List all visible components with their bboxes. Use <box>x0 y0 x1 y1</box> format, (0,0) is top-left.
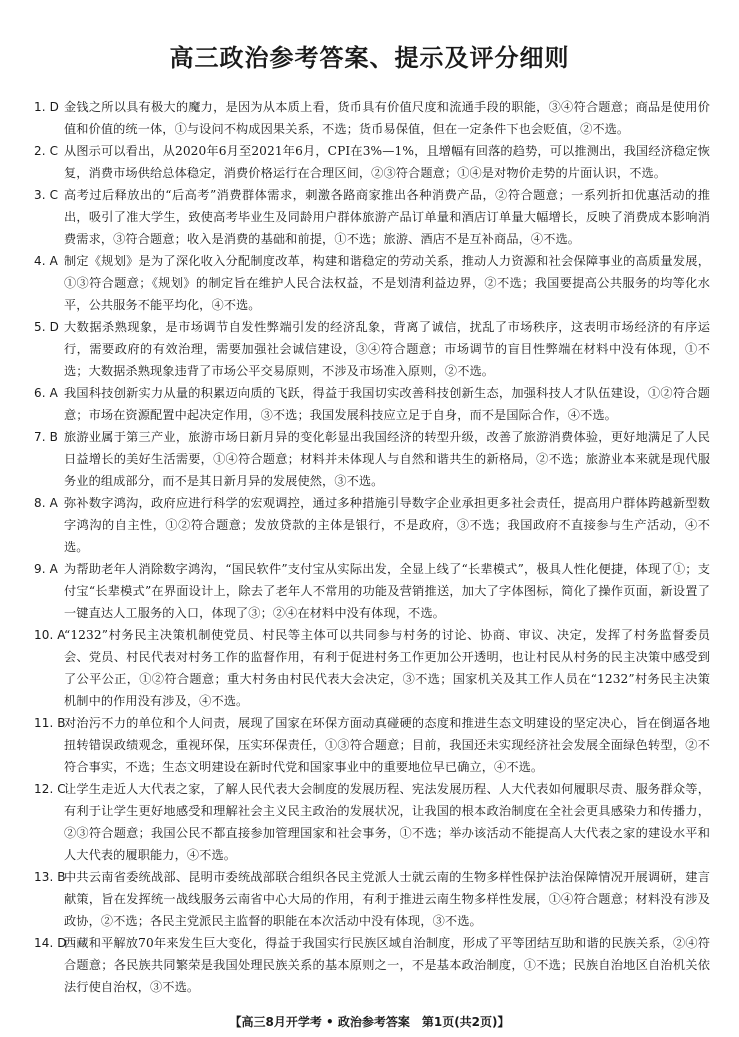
answer-text: 为帮助老年人消除数字鸿沟，“国民软件”支付宝从实际出发，全显上线了“长辈模式”，极具人性化便捷，体现了①；支付宝“长辈模式”在界面设计上，除去了老年人不常用的功能及营销推送，加大了字体图标，简化了操作页面，新设置了一键直达人工服务的入口，体现了③；②④在材料中没有体现，不选。 <box>64 562 710 620</box>
answer-item <box>34 184 710 250</box>
answer-text: 弥补数字鸿沟，政府应进行科学的宏观调控，通过多种措施引导数字企业承担更多社会责任，提高用户群体跨越新型数字鸿沟的自主性，①②符合题意；发放贷款的主体是银行，不是政府，③不选；我国政府不直接参与生产活动，④不选。 <box>64 496 710 554</box>
answer-text: 制定《规划》是为了深化收入分配制度改革，构建和谐稳定的劳动关系，推动人力资源和社会保障事业的高质量发展，①③符合题意；《规划》的制定旨在维护人民合法权益，不是划清利益边界，②不选；我国要提高公共服务的均等化水平，公共服务不能平均化，④不选。 <box>64 254 710 312</box>
answer-text: 对治污不力的单位和个人问责，展现了国家在环保方面动真碰硬的态度和推进生态文明建设的坚定决心，旨在倒逼各地扭转错误政绩观念，重视环保，压实环保责任，①③符合题意；目前，我国还未实现经济社会发展全面绿色转型，②不符合事实，不选；生态文明建设在新时代党和国家事业中的重要地位早已确立，④不选。 <box>64 716 710 774</box>
answer-text: 从图示可以看出，从2020年6月至2021年6月，CPI在3%—1%，且增幅有回落的趋势，可以推测出，我国经济稳定恢复，消费市场供给总体稳定，消费价格运行在合理区间，②③符合题意；①④是对物价走势的片面认识，不选。 <box>64 144 710 180</box>
answer-item <box>34 140 710 184</box>
answer-number: 4. A <box>34 254 58 268</box>
answer-item <box>34 712 710 778</box>
answer-number: 12. C <box>34 782 66 796</box>
answer-number: 10. A <box>34 628 66 642</box>
answer-text: 西藏和平解放70年来发生巨大变化，得益于我国实行民族区域自治制度，形成了平等团结互助和谐的民族关系，②④符合题意；各民族共同繁荣是我国处理民族关系的基本原则之一，不是基本政治制度，①不选；民族自治地区自治机关依法行使自治权，③不选。 <box>64 936 710 994</box>
answer-list <box>34 96 710 998</box>
answer-item <box>34 250 710 316</box>
answer-item <box>34 96 710 140</box>
answer-item <box>34 316 710 382</box>
answer-item <box>34 492 710 558</box>
answer-number: 9. A <box>34 562 58 576</box>
answer-number: 6. A <box>34 386 58 400</box>
page-title: 高三政治参考答案、提示及评分细则 <box>169 44 570 72</box>
answer-item <box>34 558 710 624</box>
answer-number: 1. D <box>34 100 59 114</box>
answer-number: 14. D <box>34 936 67 950</box>
answer-number: 3. C <box>34 188 59 202</box>
answer-text: 大数据杀熟现象，是市场调节自发性弊端引发的经济乱象，背离了诚信，扰乱了市场秩序，这表明市场经济的有序运行，需要政府的有效治理，需要加强社会诚信建设，③④符合题意；市场调节的盲目性弊端在材料中没有体现，①不选；大数据杀熟现象违背了市场公平交易原则，不涉及市场准入原则，②不选。 <box>64 320 710 378</box>
answer-text: 我国科技创新实力从量的积累迈向质的飞跃，得益于我国切实改善科技创新生态，加强科技人才队伍建设，①②符合题意；市场在资源配置中起决定作用，③不选；我国发展科技应立足于自身，而不是国际合作，④不选。 <box>64 386 710 422</box>
answer-number: 5. D <box>34 320 59 334</box>
answer-text: 让学生走近人大代表之家，了解人民代表大会制度的发展历程、宪法发展历程、人大代表如何履职尽责、服务群众等，有利于让学生更好地感受和理解社会主义民主政治的发展状况，让我国的根本政治制度在全社会更具感染力和传播力，②③符合题意；我国公民不都直接参加管理国家和社会事务，①不选；举办该活动不能提高人大代表之家的建设水平和人大代表的履职能力，④不选。 <box>64 782 710 862</box>
answer-text: 中共云南省委统战部、昆明市委统战部联合组织各民主党派人士就云南的生物多样性保护法治保障情况开展调研，建言献策，旨在发挥统一战线服务云南省中心大局的作用，有利于推进云南生物多样性发展，①④符合题意；材料没有涉及政协，②不选；各民主党派民主监督的职能在本次活动中没有体现，③不选。 <box>64 870 710 928</box>
page-footer: 【高三8月开学考 • 政治参考答案 第1页(共2页)】 <box>229 1015 510 1029</box>
answer-number: 7. B <box>34 430 58 444</box>
answer-number: 2. C <box>34 144 59 158</box>
answer-text: 旅游业属于第三产业，旅游市场日新月异的变化彰显出我国经济的转型升级，改善了旅游消费体验，更好地满足了人民日益增长的美好生活需要，①④符合题意；材料并未体现人与自然和谐共生的新格局，②不选；旅游业本来就是现代服务业的组成部分，而不是其日新月异的发展使然，③不选。 <box>64 430 710 488</box>
answer-number: 8. A <box>34 496 58 510</box>
answer-item <box>34 932 710 998</box>
answer-item <box>34 624 710 712</box>
answer-text: 金钱之所以具有极大的魔力，是因为从本质上看，货币具有价值尺度和流通手段的职能，③④符合题意；商品是使用价值和价值的统一体，①与设问不构成因果关系，不选；货币易保值，但在一定条件下也会贬值，②不选。 <box>64 100 710 136</box>
answer-text: 高考过后释放出的“后高考”消费群体需求，刺激各路商家推出各种消费产品，②符合题意；一系列折扣优惠活动的推出，吸引了准大学生，致使高考毕业生及同龄用户群体旅游产品订单量和酒店订单量大幅增长，反映了消费成本影响消费需求，③符合题意；收入是消费的基础和前提，①不选；旅游、酒店不是互补商品，④不选。 <box>64 188 710 246</box>
answer-text: “1232”村务民主决策机制使党员、村民等主体可以共同参与村务的讨论、协商、审议、决定，发挥了村务监督委员会、党员、村民代表对村务工作的监督作用，有利于促进村务工作更加公开透明，也让村民从村务的民主决策中感受到了公平公正，①②符合题意；重大村务由村民代表大会决定，③不选；国家机关及其工作人员在“1232”村务民主决策机制中的作用没有涉及，④不选。 <box>64 628 710 708</box>
answer-number: 13. B <box>34 870 66 884</box>
answer-item <box>34 778 710 866</box>
answer-item <box>34 866 710 932</box>
answer-number: 11. B <box>34 716 66 730</box>
answer-item <box>34 382 710 426</box>
answer-item <box>34 426 710 492</box>
